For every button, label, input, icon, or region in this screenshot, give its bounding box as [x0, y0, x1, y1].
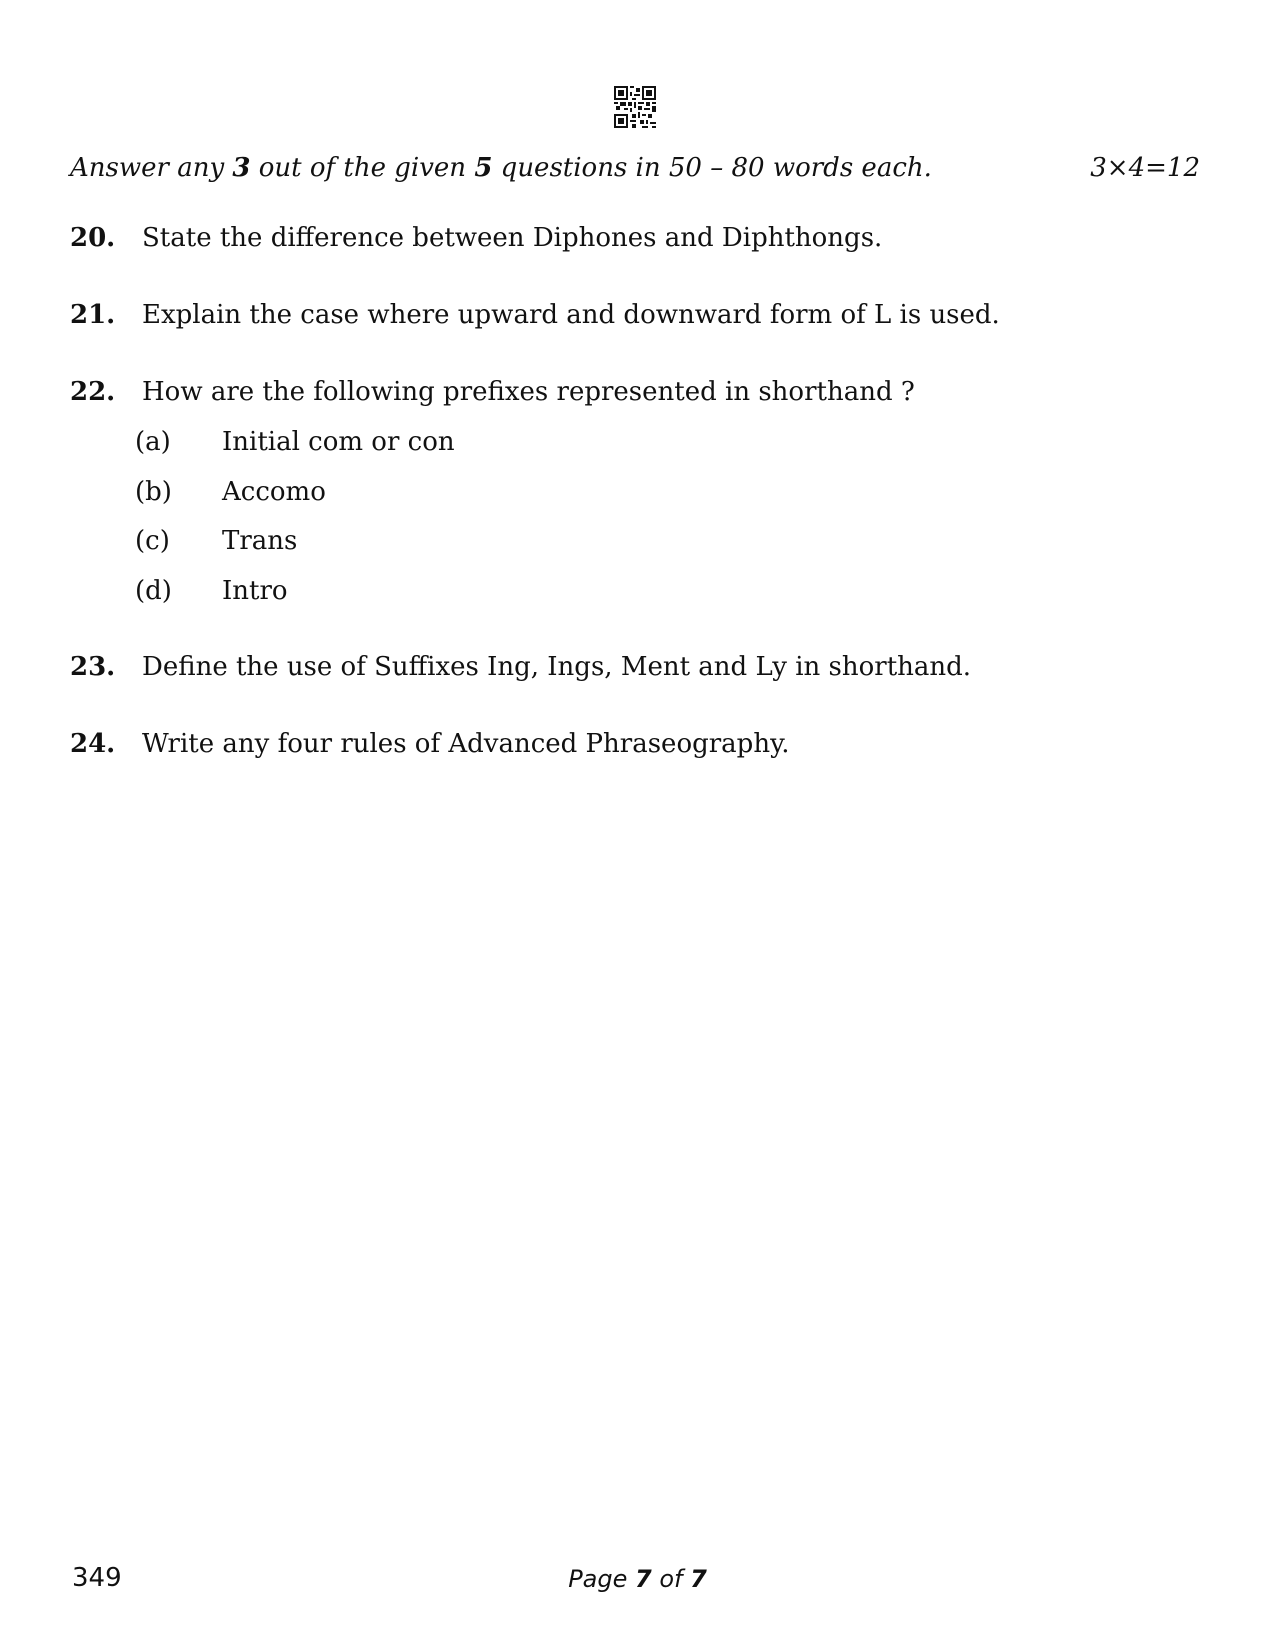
instruction-text: Answer any 3 out of the given 5 questions in 50 – 80 words each. — [70, 153, 932, 183]
paper-code: 349 — [72, 1563, 122, 1593]
option-text: Intro — [222, 576, 288, 606]
option-label: (d) — [135, 576, 172, 606]
option-label: (c) — [135, 526, 170, 556]
page-number: Page 7 of 7 — [568, 1565, 707, 1593]
question-number: 24. — [70, 729, 116, 759]
instruction-count: 3 — [232, 153, 251, 183]
option-text: Trans — [222, 526, 298, 556]
question-text: Define the use of Suffixes Ing, Ings, Ment and Ly in shorthand. — [142, 652, 972, 682]
qr-code-icon — [614, 86, 656, 128]
instruction-total: 5 — [474, 153, 493, 183]
page-current: 7 — [635, 1565, 652, 1593]
question-number: 23. — [70, 652, 116, 682]
option-label: (b) — [135, 477, 172, 507]
question-text: State the difference between Diphones and Diphthongs. — [142, 223, 883, 253]
question-number: 20. — [70, 223, 116, 253]
question-text: Explain the case where upward and downward form of L is used. — [142, 300, 1000, 330]
question-text: How are the following prefixes represented in shorthand ? — [142, 377, 915, 407]
question-number: 21. — [70, 300, 116, 330]
option-text: Accomo — [222, 477, 326, 507]
page-total: 7 — [690, 1565, 707, 1593]
question-number: 22. — [70, 377, 116, 407]
marks-allocation: 3×4=12 — [1090, 153, 1200, 183]
section-instruction — [70, 148, 1200, 188]
option-label: (a) — [135, 427, 171, 457]
option-text: Initial com or con — [222, 427, 455, 457]
question-text: Write any four rules of Advanced Phraseography. — [142, 729, 790, 759]
